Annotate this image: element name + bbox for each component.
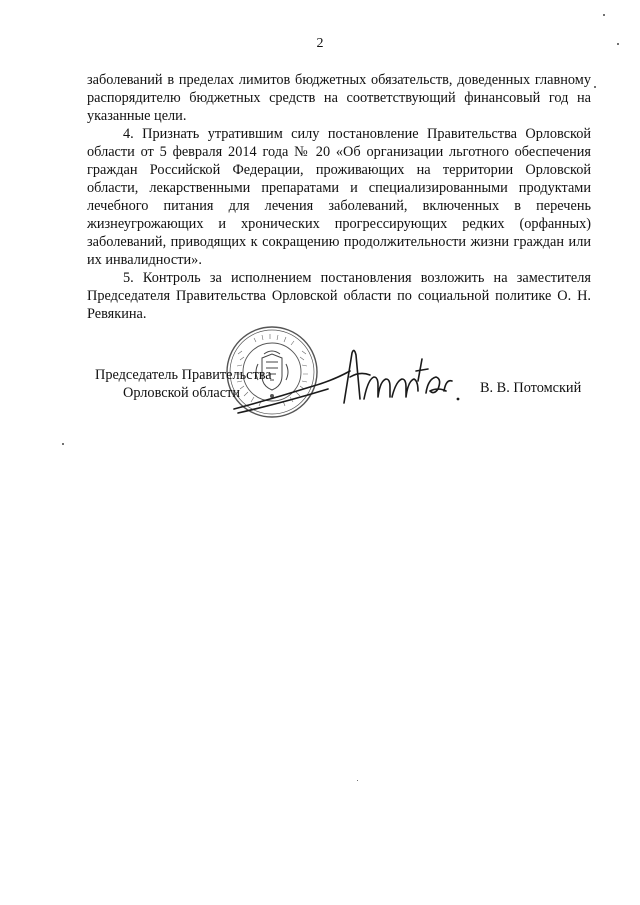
- paragraph-item-5: 5. Контроль за исполнением постановления возложить на заместителя Председателя Правительства Орловской области по социальной политике О. Н. Ревякина.: [87, 270, 591, 322]
- page-number: 2: [316, 36, 324, 51]
- signatory-title-line1: Председатель Правительства: [95, 367, 272, 383]
- signatory-name: В. В. Потомский: [480, 380, 582, 396]
- scan-speck: [357, 780, 358, 781]
- scan-speck: [62, 443, 64, 445]
- paragraph-item-4: 4. Признать утратившим силу постановление Правительства Орловской области от 5 февраля 2014 года № 20 «Об организации льготного обеспечения граждан Российской Федерации, проживающих на территории Орловской области, лекарственными препаратами и специализированными продуктами лечебного питания для лечения заболеваний, включенных в перечень жизнеугрожающих и хронических прогрессирующих редких (орфанных) заболеваний, приводящих к сокращению продолжительности жизни граждан или их инвалидности».: [87, 126, 591, 268]
- document-body: [87, 71, 591, 323]
- signatory-title-line2: Орловской области: [123, 385, 240, 401]
- handwritten-signature: [232, 341, 462, 421]
- paragraph-continuation: заболеваний в пределах лимитов бюджетных обязательств, доведенных главному распорядителю бюджетных средств на соответствующий финансовый год на указанные цели.: [87, 72, 591, 124]
- scan-speck: [603, 14, 605, 16]
- scan-speck: [594, 86, 596, 88]
- scan-speck: [617, 43, 619, 45]
